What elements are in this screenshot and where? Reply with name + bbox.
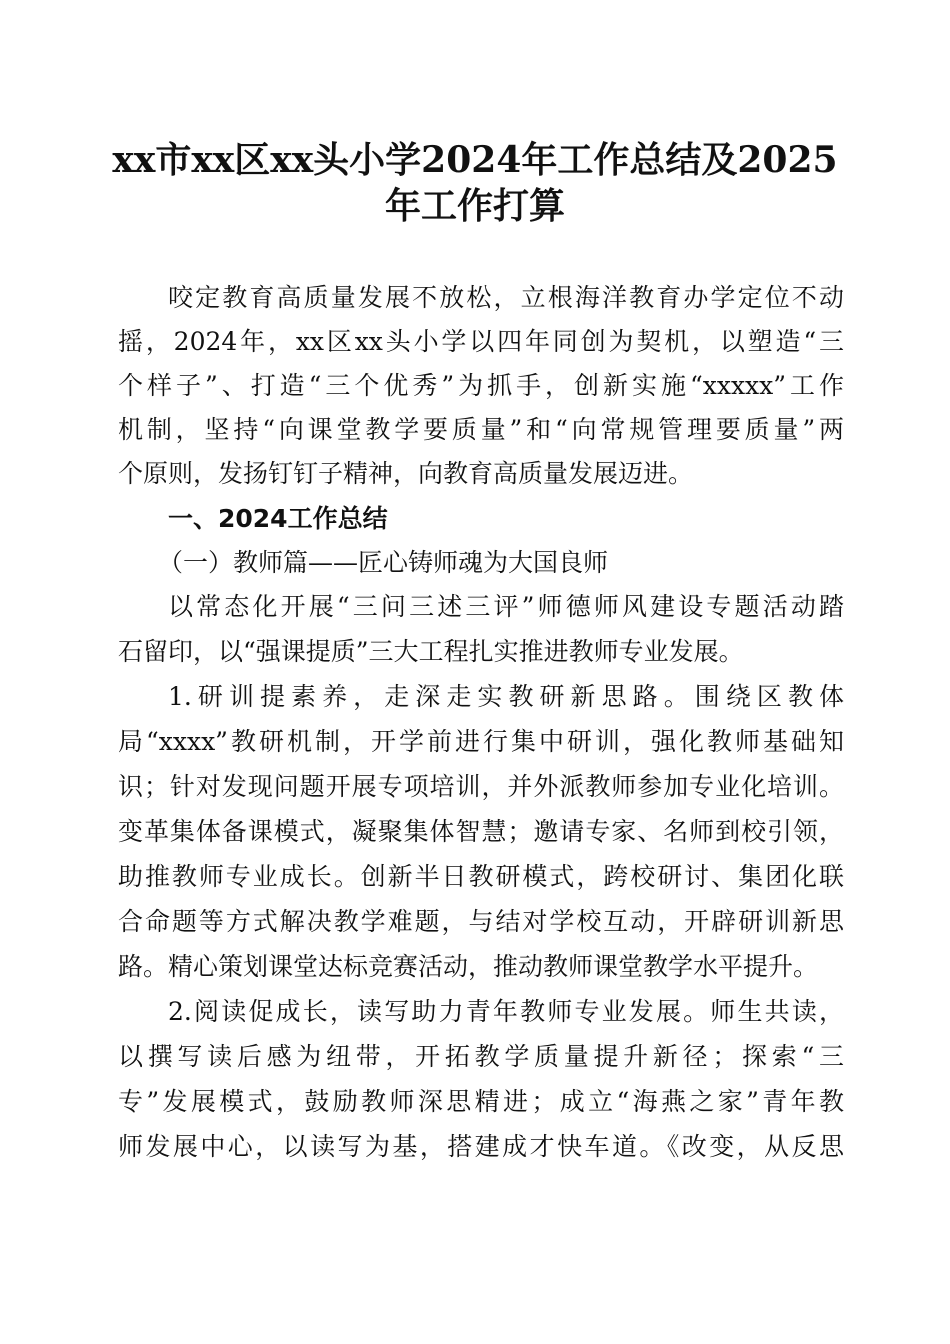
intro-line: 咬定教育高质量发展不放松，立根海洋教育办学定位不动 <box>168 283 844 312</box>
item1-line: 1.研训提素养，走深走实教研新思路。围绕区教体 <box>168 682 844 711</box>
intro-line: 个样子”、打造“三个优秀”为抓手，创新实施“xxxxx”工作 <box>118 371 844 400</box>
subsection-intro-line: 石留印，以“强课提质”三大工程扎实推进教师专业发展。 <box>118 637 744 666</box>
item1-line: 合命题等方式解决教学难题，与结对学校互动，开辟研训新思 <box>118 907 844 936</box>
section-heading: 一、2024工作总结 <box>168 504 388 533</box>
intro-line: 摇，2024年，xx区xx头小学以四年同创为契机，以塑造“三 <box>118 327 844 356</box>
subsection-intro-line: 以常态化开展“三问三述三评”师德师风建设专题活动踏 <box>168 592 844 621</box>
item2-line: 师发展中心，以读写为基，搭建成才快车道。《改变，从反思 <box>118 1132 844 1161</box>
item1-line: 助推教师专业成长。创新半日教研模式，跨校研讨、集团化联 <box>118 862 844 891</box>
item1-line: 识；针对发现问题开展专项培训，并外派教师参加专业化培训。 <box>118 772 844 801</box>
item2-line: 以撰写读后感为纽带，开拓教学质量提升新径；探索“三 <box>118 1042 844 1071</box>
item1-line: 变革集体备课模式，凝聚集体智慧；邀请专家、名师到校引领， <box>118 817 844 846</box>
document-title-line-1: xx市xx区xx头小学2024年工作总结及2025 <box>112 139 838 181</box>
intro-line: 机制，坚持“向课堂教学要质量”和“向常规管理要质量”两 <box>118 415 844 444</box>
item1-line: 路。精心策划课堂达标竞赛活动，推动教师课堂教学水平提升。 <box>118 952 819 981</box>
item2-line: 2.阅读促成长，读写助力青年教师专业发展。师生共读， <box>168 997 844 1026</box>
item2-line: 专”发展模式，鼓励教师深思精进；成立“海燕之家”青年教 <box>118 1087 844 1116</box>
item1-line: 局“xxxx”教研机制，开学前进行集中研训，强化教师基础知 <box>118 727 844 756</box>
subsection-heading: （一）教师篇——匠心铸师魂为大国良师 <box>158 548 609 577</box>
document-title-line-2: 年工作打算 <box>384 185 565 227</box>
intro-line: 个原则，发扬钉钉子精神，向教育高质量发展迈进。 <box>118 459 694 488</box>
